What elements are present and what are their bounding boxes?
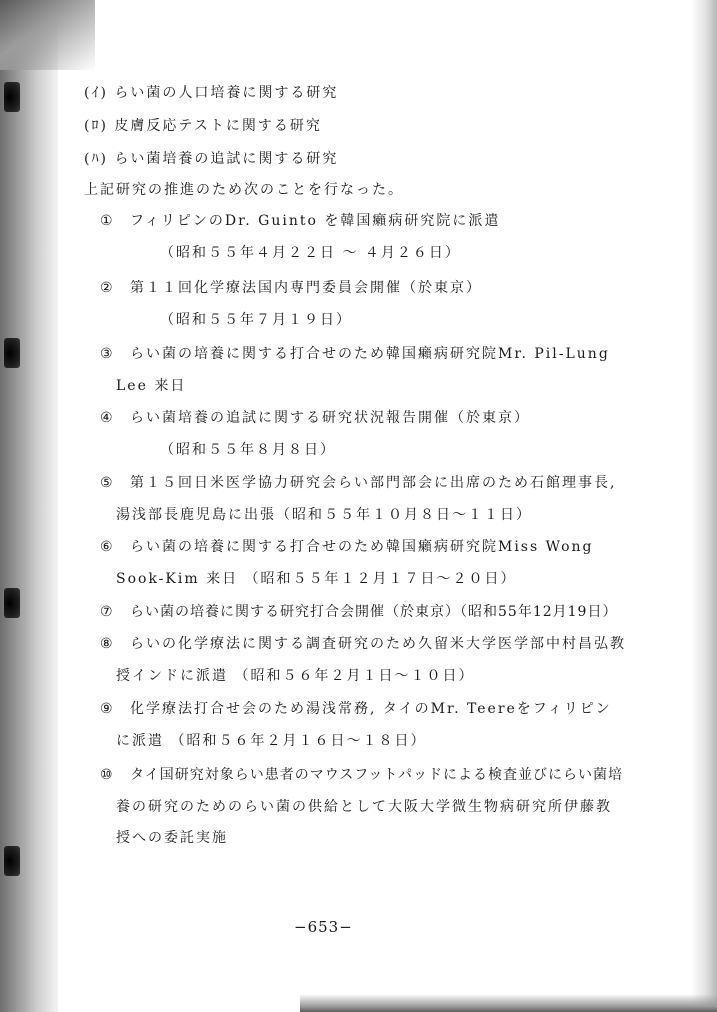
activity-item: [100, 700, 612, 718]
item-text-continued: （昭和５５年４月２２日 〜 ４月２６日）: [160, 245, 461, 261]
item-text: 第１１回化学療法国内専門委員会開催（於東京）: [130, 280, 482, 296]
page-edge-right: [691, 0, 717, 1012]
item-text: 化学療法打合せ会のため湯浅常務, タイのMr. Teereをフィリピン: [130, 701, 612, 717]
item-text-continued: 授インドに派遣 （昭和５６年２月１日〜１０日）: [116, 668, 475, 684]
activity-item: [100, 409, 530, 427]
topic-line: (ｲ) らい菌の人口培養に関する研究: [84, 85, 339, 101]
item-text: 第１５回日米医学協力研究会らい部門部会に出席のため石館理事長,: [130, 475, 617, 491]
item-number: ②: [100, 280, 113, 296]
corner-shadow: [0, 0, 95, 70]
binder-hole: [4, 846, 20, 876]
activity-item: [100, 279, 482, 297]
activity-item: [100, 345, 610, 363]
item-number: ⑨: [100, 701, 113, 717]
binder-hole: [4, 338, 20, 368]
item-text: らい菌の培養に関する研究打合会開催（於東京）（昭和55年12月19日）: [130, 604, 618, 620]
page-number: −653−: [294, 918, 353, 936]
activity-item: [100, 474, 616, 492]
item-text-continued: Lee 来日: [116, 378, 187, 394]
item-text: らいの化学療法に関する調査研究のため久留米大学医学部中村昌弘教: [130, 636, 626, 652]
item-text: フィリピンのDr. Guinto を韓国癩病研究院に派遣: [130, 213, 501, 229]
item-number: ④: [100, 410, 113, 426]
item-number: ①: [100, 213, 113, 229]
activity-item: [100, 635, 626, 653]
item-number: ⑧: [100, 636, 113, 652]
item-text-continued: （昭和５５年７月１９日）: [160, 312, 352, 328]
item-text-continued: 湯浅部長鹿児島に出張（昭和５５年１０月８日〜１１日）: [116, 507, 532, 523]
item-text-continued: （昭和５５年８月８日）: [160, 442, 336, 458]
binder-hole: [4, 82, 20, 112]
item-number: ⑥: [100, 539, 113, 555]
item-number: ⑦: [100, 604, 113, 620]
item-number: ⑩: [100, 767, 113, 783]
item-text: らい菌培養の追試に関する研究状況報告開催（於東京）: [130, 410, 530, 426]
intro-line: 上記研究の推進のため次のことを行なった。: [84, 182, 404, 198]
page-edge-bottom: [300, 994, 717, 1012]
topic-line: (ﾛ) 皮膚反応テストに関する研究: [84, 118, 322, 134]
item-text-continued: に派遣 （昭和５６年２月１６日〜１８日）: [116, 733, 427, 749]
item-number: ⑤: [100, 475, 113, 491]
item-text: らい菌の培養に関する打合せのため韓国癩病研究院Miss Wong: [130, 539, 594, 555]
activity-item: [100, 603, 617, 621]
item-text: タイ国研究対象らい患者のマウスフットパッドによる検査並びにらい菌培: [130, 767, 624, 783]
activity-item: [100, 212, 500, 230]
topic-line: (ﾊ) らい菌培養の追試に関する研究: [84, 151, 339, 167]
item-text: らい菌の培養に関する打合せのため韓国癩病研究院Mr. Pil-Lung: [130, 346, 610, 362]
item-number: ③: [100, 346, 113, 362]
item-text-continued: Sook-Kim 来日 （昭和５５年１２月１７日〜２０日）: [116, 571, 517, 587]
activity-item: [100, 538, 593, 556]
binder-hole: [4, 588, 20, 618]
item-text-continued: 授への委託実施: [116, 830, 228, 846]
item-text-continued: 養の研究のためのらい菌の供給として大阪大学微生物病研究所伊藤教: [116, 799, 612, 815]
activity-item: [100, 766, 623, 784]
